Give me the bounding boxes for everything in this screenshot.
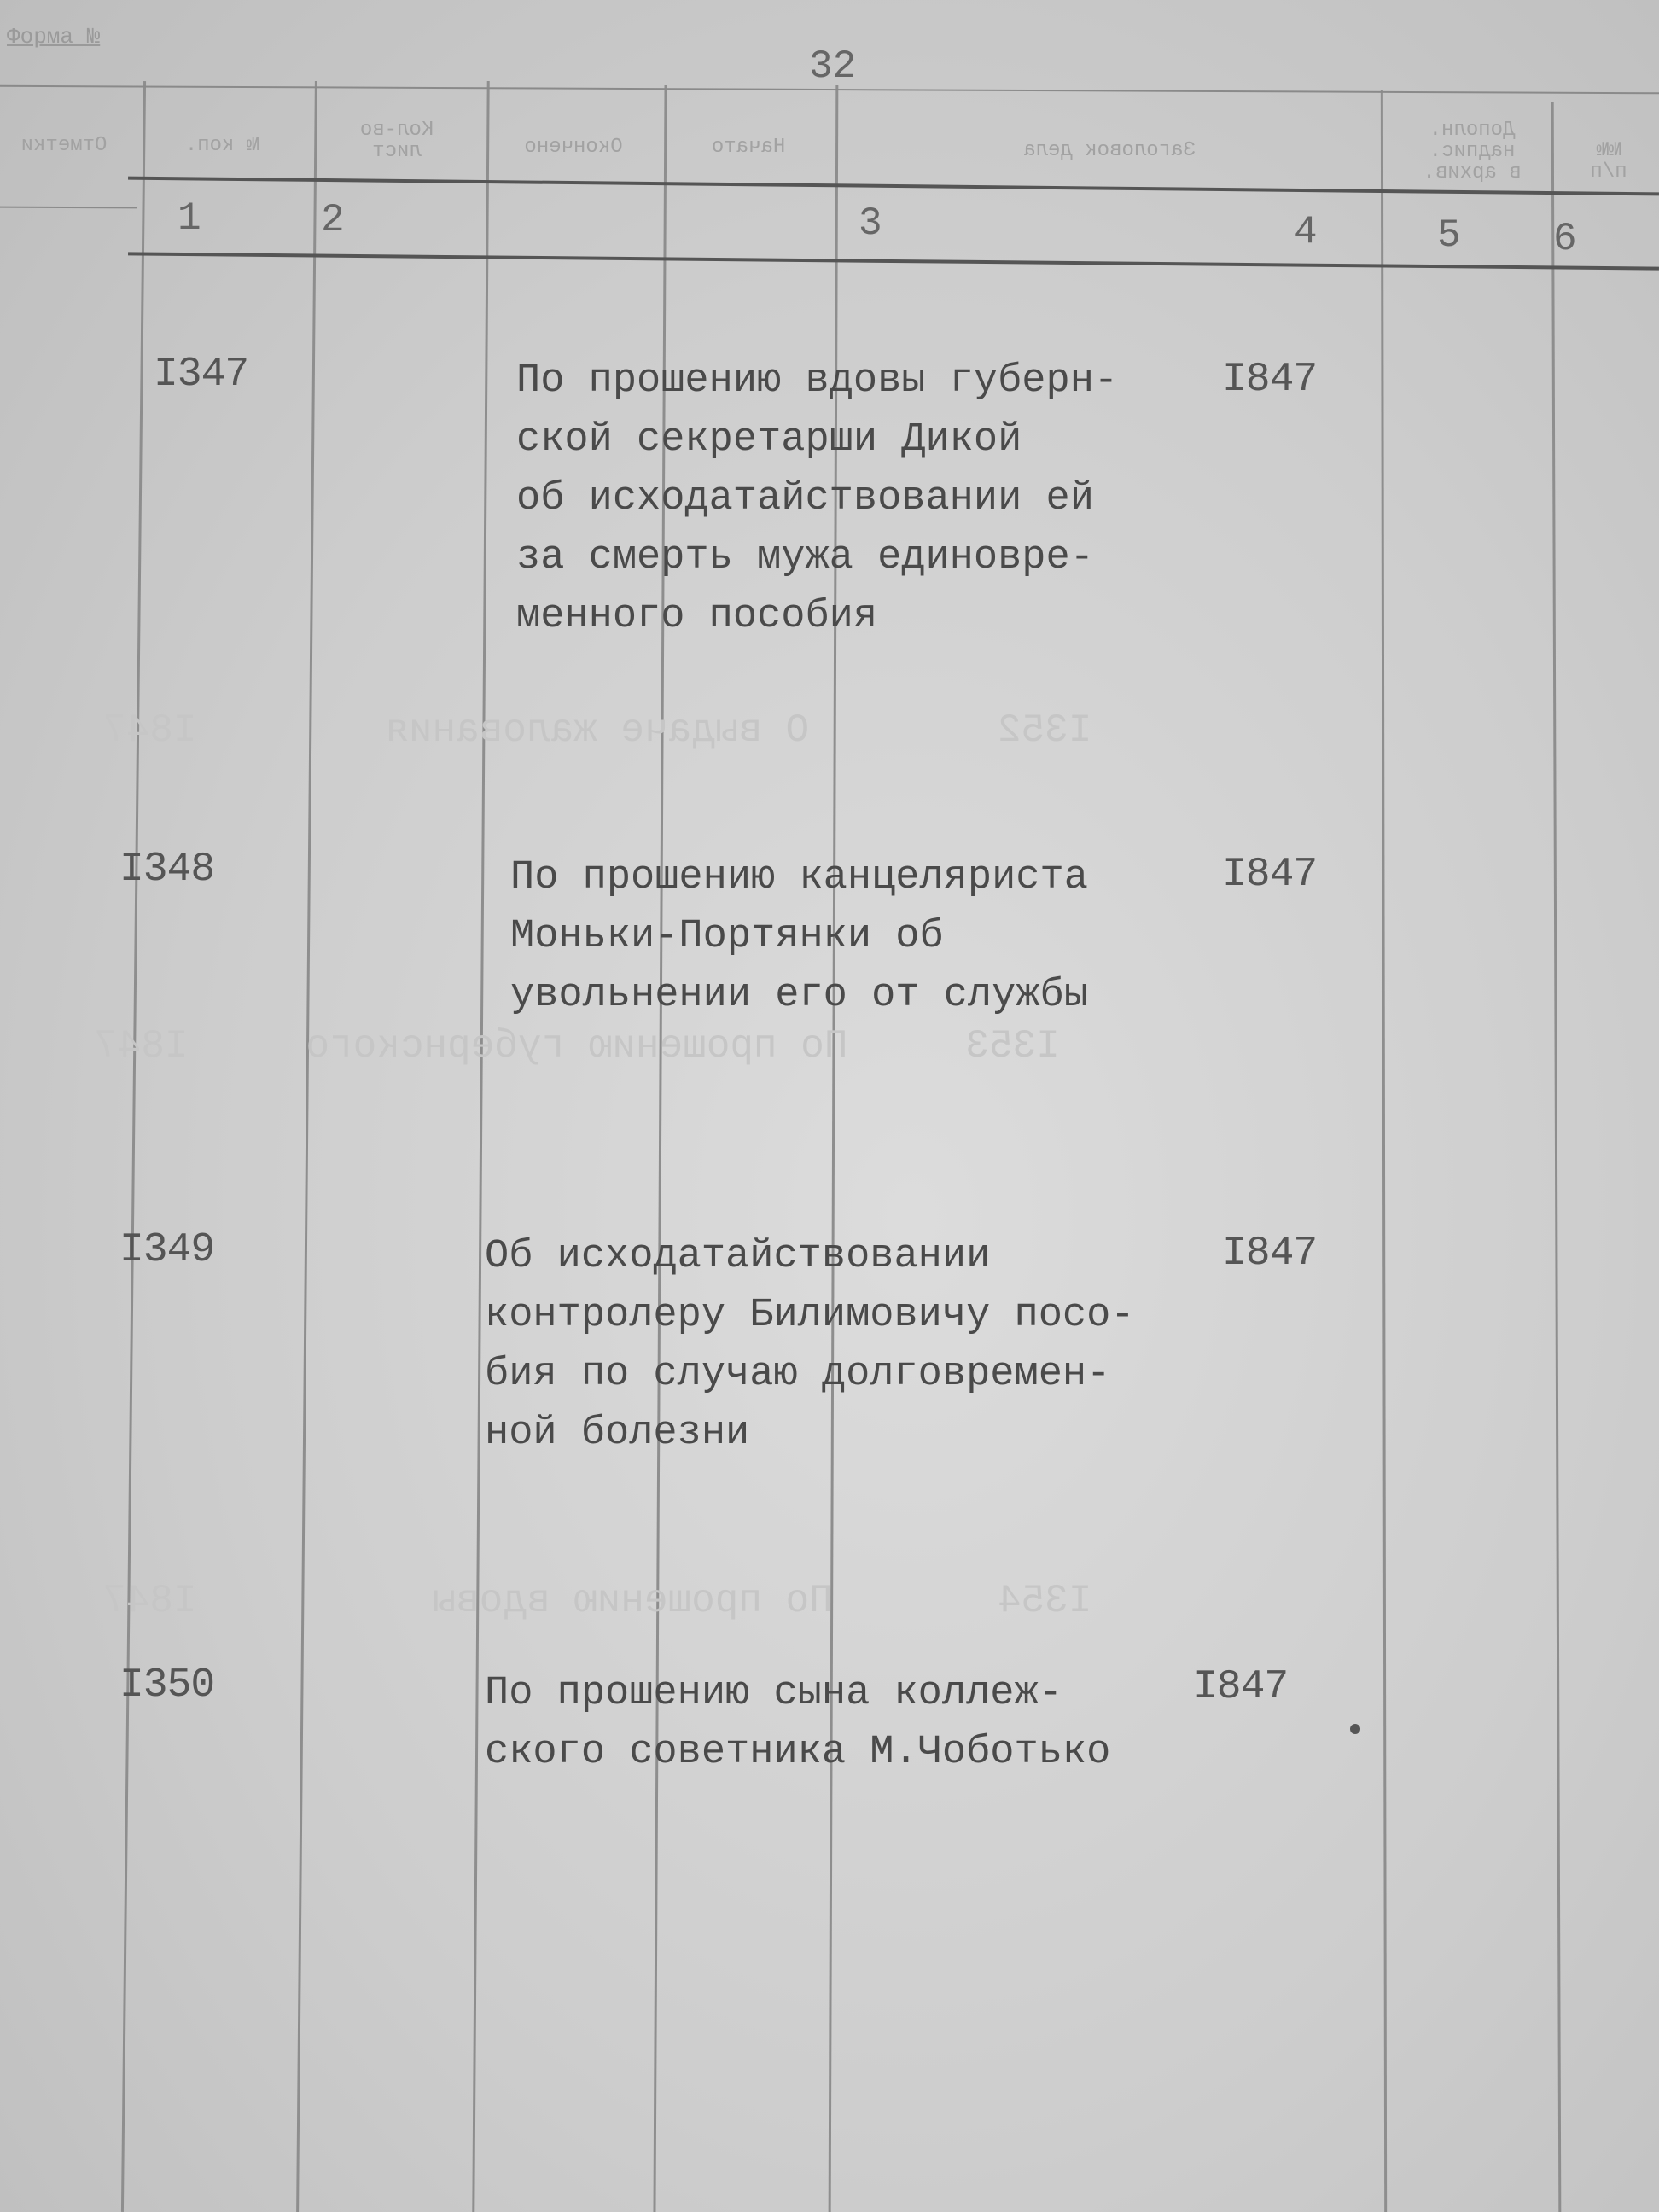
column-number-4: 4 bbox=[1294, 210, 1318, 254]
page-number: 32 bbox=[809, 44, 857, 89]
column-rule-3 bbox=[472, 81, 489, 2212]
column-number-3: 3 bbox=[859, 201, 882, 246]
column-number-2: 2 bbox=[321, 198, 345, 242]
header-sheet-count: Кол-во лист bbox=[359, 119, 434, 164]
ink-speck bbox=[1350, 1724, 1360, 1734]
entry-number: I350 bbox=[119, 1662, 215, 1708]
header-rule-left bbox=[0, 207, 137, 209]
entry-year: I847 bbox=[1222, 357, 1318, 403]
column-number-5: 5 bbox=[1437, 213, 1461, 258]
entry-year: I847 bbox=[1193, 1664, 1289, 1710]
bleed-through-text: I352 О выдаче жалования I847 bbox=[102, 708, 1092, 753]
form-label: Форма № bbox=[7, 24, 101, 49]
entry-title: По прошению вдовы губерн- ской секретарши Дикой об исходатайствовании ей за смерть мужа единовре- менного пособия bbox=[516, 358, 1119, 639]
column-rule-6 bbox=[1381, 90, 1387, 2212]
header-notes: Дополн. надпис. в архив. bbox=[1423, 119, 1522, 185]
entry-title: По прошению канцеляриста Моньки-Портянки об увольнении его от службы bbox=[510, 855, 1088, 1018]
header-case-title: Заголовок дела bbox=[1023, 139, 1196, 162]
entry-number: I349 bbox=[119, 1227, 215, 1273]
column-number-6: 6 bbox=[1553, 217, 1577, 261]
header-item-number: №№ п/п bbox=[1590, 139, 1627, 184]
entry-number: I347 bbox=[154, 352, 249, 398]
bleed-through-text: I353 По прошению губернского I847 bbox=[94, 1024, 1060, 1068]
bleed-through-text: I354 По прошению вдовы I847 bbox=[102, 1579, 1092, 1623]
entry-number: I348 bbox=[119, 847, 215, 893]
column-number-rule bbox=[128, 252, 1659, 270]
entry-year: I847 bbox=[1222, 1231, 1318, 1277]
header-ended: Окончено bbox=[524, 136, 623, 159]
header-copy-number: № коп. bbox=[184, 134, 259, 157]
entry-title: Об исходатайствовании контролеру Билимовичу посо- бия по случаю долговремен- ной болезни bbox=[485, 1234, 1135, 1456]
header-started: Начато bbox=[711, 136, 786, 159]
entry-year: I847 bbox=[1222, 852, 1318, 898]
column-rule-2 bbox=[296, 81, 317, 2212]
header-marks: Отметки bbox=[20, 134, 108, 157]
column-rule-1 bbox=[121, 81, 146, 2212]
column-number-1: 1 bbox=[178, 196, 201, 241]
column-rule-7 bbox=[1551, 102, 1562, 2212]
entry-title: По прошению сына коллеж- ского советника М.Чоботько bbox=[485, 1671, 1111, 1775]
